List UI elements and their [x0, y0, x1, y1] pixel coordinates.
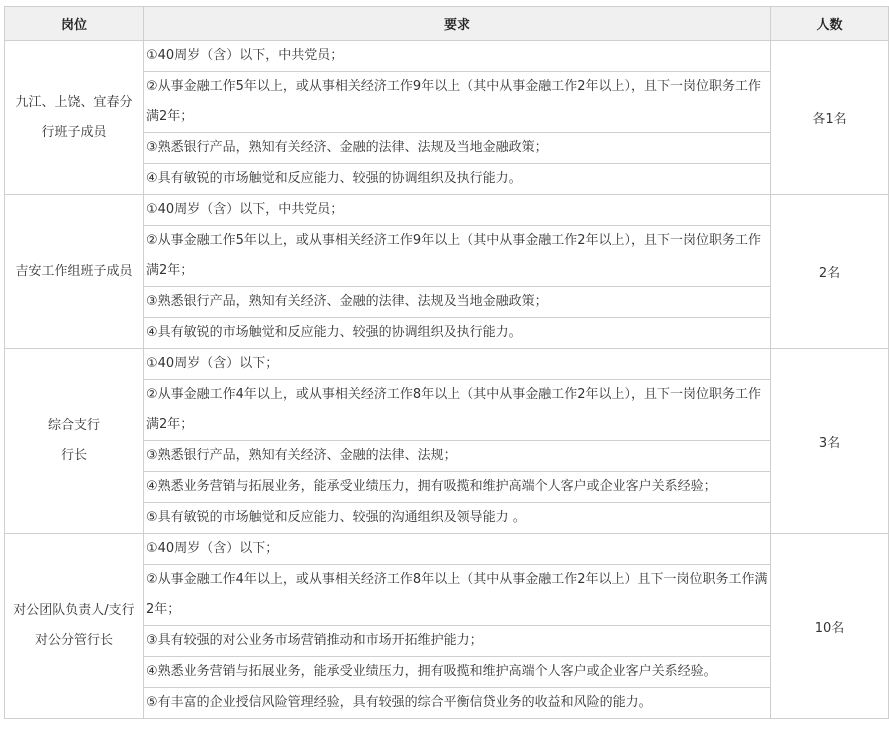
requirement-item: ④熟悉业务营销与拓展业务，能承受业绩压力，拥有吸揽和维护高端个人客户或企业客户关系经验。	[144, 657, 770, 688]
count-cell: 各1名	[771, 41, 889, 195]
requirement-item: ④具有敏锐的市场触觉和反应能力、较强的协调组织及执行能力。	[146, 171, 522, 186]
position-line: 行班子成员	[41, 124, 107, 140]
requirements-cell	[144, 349, 771, 534]
count-cell: 10名	[771, 534, 889, 719]
requirements-cell	[144, 195, 771, 349]
requirement-item: ⑤有丰富的企业授信风险管理经验，具有较强的综合平衡信贷业务的收益和风险的能力。	[146, 695, 652, 710]
requirement-item: ③具有较强的对公业务市场营销推动和市场开拓维护能力；	[144, 626, 770, 657]
position-line: 九江、上饶、宜春分	[15, 94, 133, 110]
position-line: 行长	[60, 448, 87, 463]
requirement-item: ①40周岁（含）以下；	[144, 349, 770, 380]
requirement-item: ③熟悉银行产品，熟知有关经济、金融的法律、法规；	[144, 441, 770, 472]
table-row	[5, 534, 889, 719]
requirement-item: ③熟悉银行产品，熟知有关经济、金融的法律、法规及当地金融政策；	[144, 287, 770, 318]
position-cell	[5, 534, 144, 719]
requirement-item: ⑤具有敏锐的市场触觉和反应能力、较强的沟通组织及领导能力 。	[146, 510, 526, 525]
header-count: 人数	[771, 7, 889, 41]
position-cell	[5, 349, 144, 534]
table-header-row	[5, 7, 889, 41]
table-row	[5, 41, 889, 195]
requirement-item: ②从事金融工作4年以上，或从事相关经济工作8年以上（其中从事金融工作2年以上），且下一岗位职务工作满2年；	[144, 380, 770, 441]
count-cell: 3名	[771, 349, 889, 534]
position-line: 对公分管行长	[34, 633, 113, 648]
requirements-cell	[144, 534, 771, 719]
requirement-item: ②从事金融工作5年以上，或从事相关经济工作9年以上（其中从事金融工作2年以上），且下一岗位职务工作满2年；	[144, 72, 770, 133]
position-line: 对公团队负责人/支行	[13, 603, 135, 618]
recruitment-table	[4, 6, 889, 719]
table-row	[5, 195, 889, 349]
header-position: 岗位	[5, 7, 144, 41]
position-line: 吉安工作组班子成员	[15, 263, 133, 279]
requirement-item: ①40周岁（含）以下；	[144, 534, 770, 565]
header-requirements: 要求	[144, 7, 771, 41]
requirement-item: ④熟悉业务营销与拓展业务，能承受业绩压力，拥有吸揽和维护高端个人客户或企业客户关系经验；	[144, 472, 770, 503]
position-line: 综合支行	[47, 418, 100, 433]
requirement-item: ③熟悉银行产品，熟知有关经济、金融的法律、法规及当地金融政策；	[144, 133, 770, 164]
requirement-item: ①40周岁（含）以下，中共党员；	[144, 41, 770, 72]
position-cell	[5, 195, 144, 349]
requirement-item: ②从事金融工作5年以上，或从事相关经济工作9年以上（其中从事金融工作2年以上），且下一岗位职务工作满2年；	[144, 226, 770, 287]
requirement-item: ①40周岁（含）以下，中共党员；	[144, 195, 770, 226]
count-cell: 2名	[771, 195, 889, 349]
position-cell	[5, 41, 144, 195]
requirements-cell	[144, 41, 771, 195]
requirement-item: ④具有敏锐的市场触觉和反应能力、较强的协调组织及执行能力。	[146, 325, 522, 340]
table-row	[5, 349, 889, 534]
requirement-item: ②从事金融工作4年以上，或从事相关经济工作8年以上（其中从事金融工作2年以上）且下一岗位职务工作满2年；	[144, 565, 770, 626]
